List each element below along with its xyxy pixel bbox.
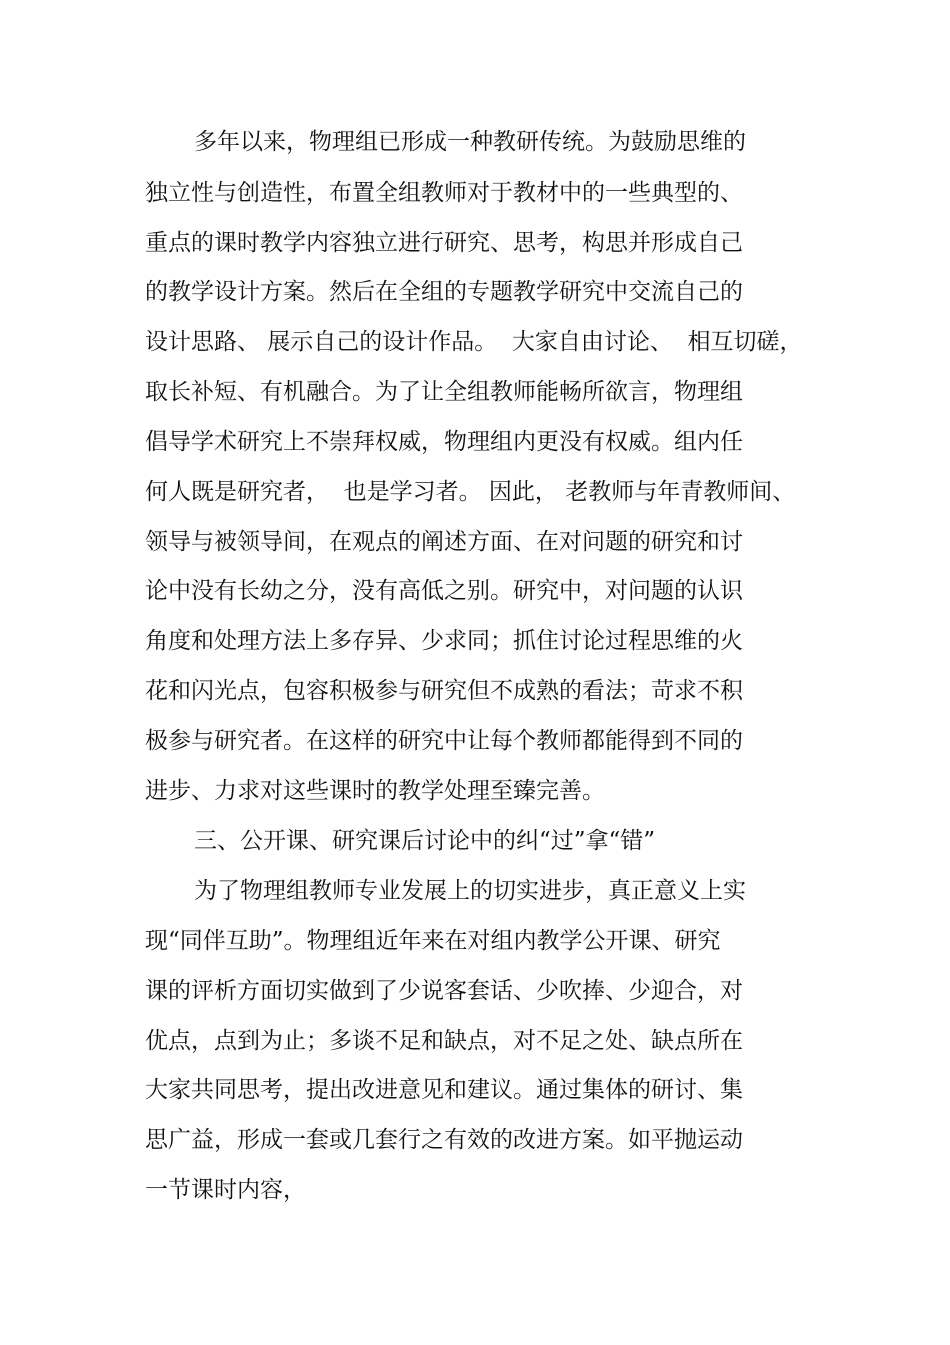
paragraph-1-line-7: 倡导学术研究上不崇拜权威，物理组内更没有权威。组内任 — [145, 429, 743, 455]
paragraph-2-line-2: 现“同伴互助”。物理组近年来在对组内教学公开课、研究 — [145, 928, 721, 954]
paragraph-2-line-1: 为了物理组教师专业发展上的切实进步，真正意义上实 — [194, 878, 746, 904]
section-heading: 三、公开课、研究课后讨论中的纠“过”拿“错” — [194, 828, 656, 854]
paragraph-1-line-2: 独立性与创造性，布置全组教师对于教材中的一些典型的、 — [145, 180, 743, 206]
paragraph-1-line-12: 花和闪光点，包容积极参与研究但不成熟的看法；苛求不积 — [145, 678, 743, 704]
paragraph-1-line-11: 角度和处理方法上多存异、少求同；抓住讨论过程思维的火 — [145, 628, 743, 654]
paragraph-1-line-9: 领导与被领导间，在观点的阐述方面、在对问题的研究和讨 — [145, 529, 743, 555]
paragraph-1-line-5: 设计思路、 展示自己的设计作品。 大家自由讨论、 相互切磋， — [145, 329, 803, 355]
paragraph-1-line-13: 极参与研究者。在这样的研究中让每个教师都能得到不同的 — [145, 728, 743, 754]
paragraph-1-line-8: 何人既是研究者， 也是学习者。 因此， 老教师与年青教师间、 — [145, 479, 796, 505]
paragraph-2-line-4: 优点，点到为止；多谈不足和缺点，对不足之处、缺点所在 — [145, 1028, 743, 1054]
paragraph-2-line-7: 一节课时内容， — [145, 1177, 306, 1203]
paragraph-2-line-3: 课的评析方面切实做到了少说客套话、少吹捧、少迎合，对 — [145, 978, 743, 1004]
paragraph-1-line-6: 取长补短、有机融合。为了让全组教师能畅所欲言，物理组 — [145, 379, 743, 405]
paragraph-1-line-10: 论中没有长幼之分，没有高低之别。研究中，对问题的认识 — [145, 578, 743, 604]
paragraph-2-line-6: 思广益，形成一套或几套行之有效的改进方案。如平抛运动 — [145, 1127, 743, 1153]
paragraph-1-line-14: 进步、力求对这些课时的教学处理至臻完善。 — [145, 778, 605, 804]
paragraph-1-line-4: 的教学设计方案。然后在全组的专题教学研究中交流自己的 — [145, 279, 743, 305]
paragraph-1-line-3: 重点的课时教学内容独立进行研究、思考，构思并形成自己 — [145, 230, 743, 256]
paragraph-1-line-1: 多年以来，物理组已形成一种教研传统。为鼓励思维的 — [194, 129, 746, 155]
paragraph-2-line-5: 大家共同思考，提出改进意见和建议。通过集体的研讨、集 — [145, 1077, 743, 1103]
